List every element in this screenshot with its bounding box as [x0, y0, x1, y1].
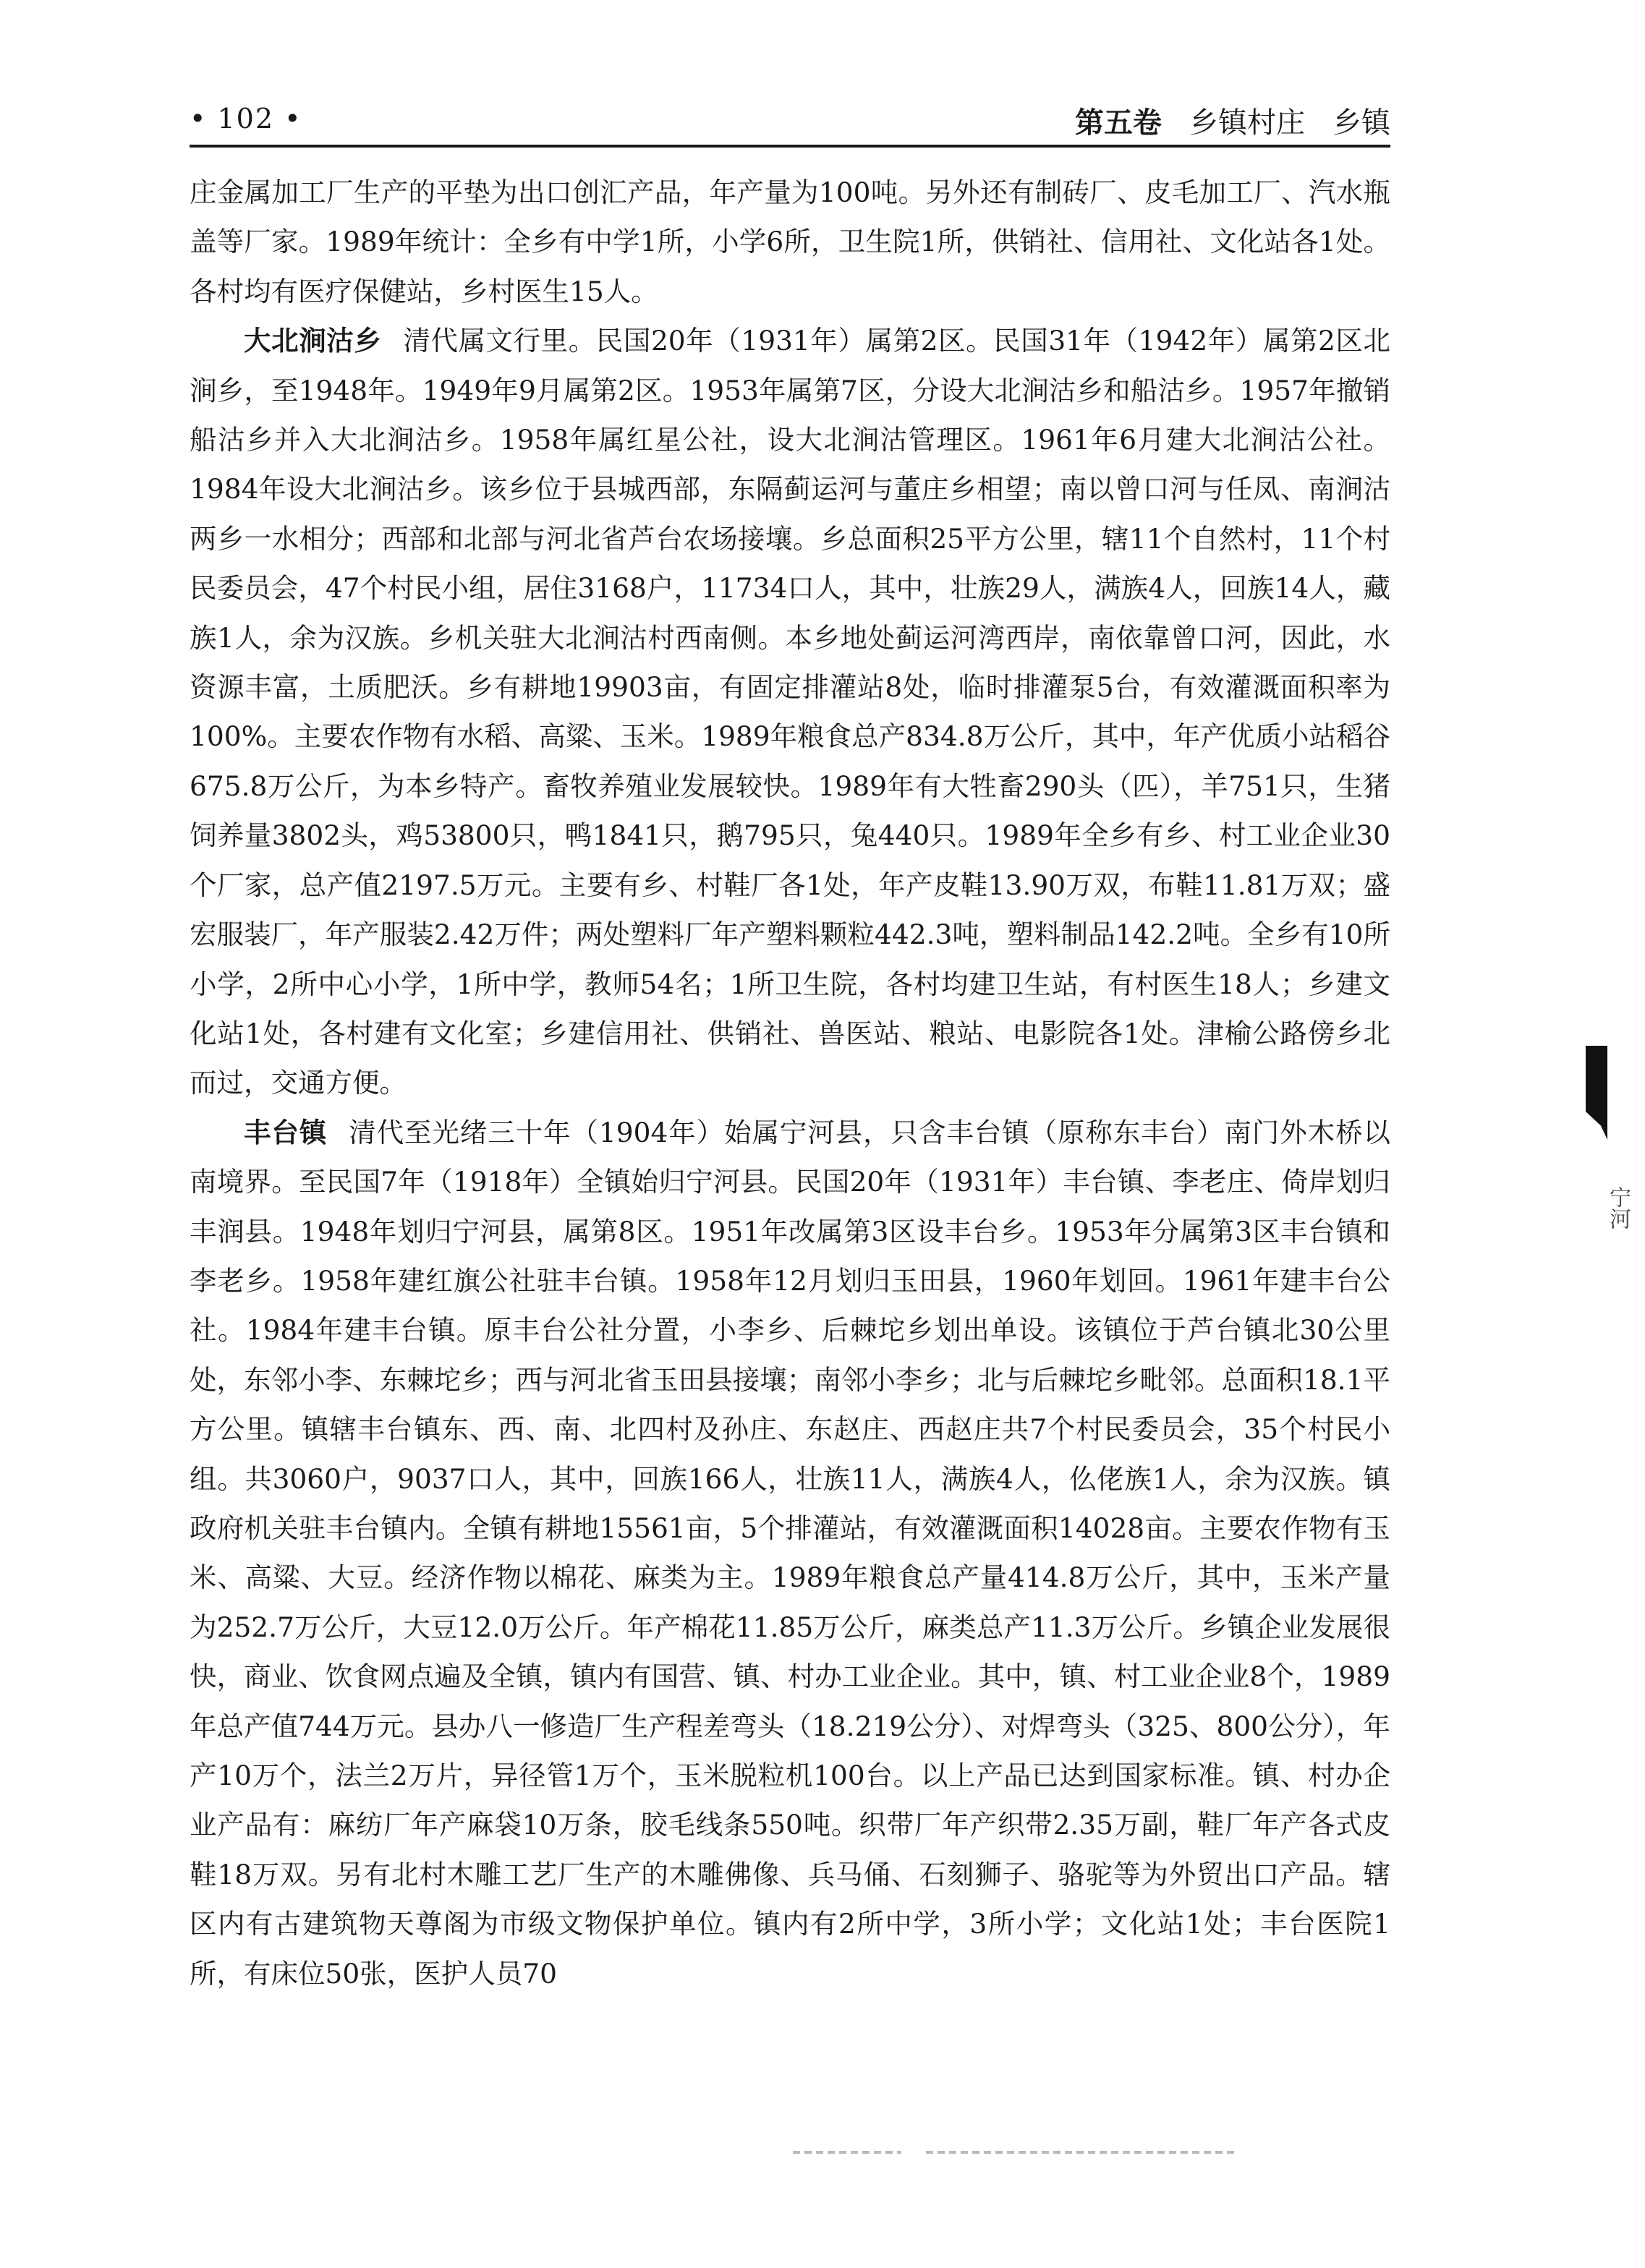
scan-artifact: [926, 2151, 1237, 2154]
scan-artifact: [793, 2151, 901, 2154]
header-title: [1075, 100, 1390, 141]
section-label: 乡镇: [1332, 106, 1390, 140]
entry-dabeijiangu: [190, 316, 1390, 1108]
page-number: • 102 •: [190, 103, 302, 135]
entry-heading: 大北涧沽乡: [244, 325, 382, 357]
chapter-label: 乡镇村庄: [1189, 106, 1305, 140]
continuation-paragraph: 庄金属加工厂生产的平垫为出口创汇产品，年产量为100吨。另外还有制砖厂、皮毛加工厂、汽水瓶盖等厂家。1989年统计：全乡有中学1所，小学6所，卫生院1所，供销社、信用社、文化站各1处。各村均有医疗保健站，乡村医生15人。: [190, 176, 1390, 307]
entry-text: 清代属文行里。民国20年（1931年）属第2区。民国31年（1942年）属第2区北涧乡，至1948年。1949年9月属第2区。1953年属第7区，分设大北涧沽乡和船沽乡。1957年撤销船沽乡并入大北涧沽乡。1958年属红星公社，设大北涧沽管理区。1961年6月建大北涧沽公社。1984年设大北涧沽乡。该乡位于县城西部，东隔蓟运河与董庄乡相望；南以曾口河与任凤、南涧沽两乡一水相分；西部和北部与河北省芦台农场接壤。乡总面积25平方公里，辖11个自然村，11个村民委员会，47个村民小组，居住3168户，11734口人，其中，壮族29人，满族4人，回族14人，藏族1人，余为汉族。乡机关驻大北涧沽村西南侧。本乡地处蓟运河湾西岸，南依靠曾口河，因此，水资源丰富，土质肥沃。乡有耕地19903亩，有固定排灌站8处，临时排灌泵5台，有效灌溉面积率为100%。主要农作物有水稻、高粱、玉米。1989年粮食总产834.8万公斤，其中，年产优质小站稻谷675.8万公斤，为本乡特产。畜牧养殖业发展较快。1989年有大牲畜290头（匹），羊751只，生猪饲养量3802头，鸡53800只，鸭1841只，鹅795只，兔440只。1989年全乡有乡、村工业企业30个厂家，总产值2197.5万元。主要有乡、村鞋厂各1处，年产皮鞋13.90万双，布鞋11.81万双；盛宏服装厂，年产服装2.42万件；两处塑料厂年产塑料颗粒442.3吨，塑料制品142.2吨。全乡有10所小学，2所中心小学，1所中学，教师54名；1所卫生院，各村均建卫生站，有村医生18人；乡建文化站1处，各村建有文化室；乡建信用社、供销社、兽医站、粮站、电影院各1处。津榆公路傍乡北而过，交通方便。: [190, 325, 1390, 1099]
running-header: [190, 93, 1390, 145]
header-rule: [190, 145, 1390, 148]
thumb-index-tab: [1586, 1046, 1607, 1140]
entry-fengtai: [190, 1108, 1390, 1998]
entry-heading: 丰台镇: [244, 1116, 328, 1148]
entry-text: 清代至光绪三十年（1904年）始属宁河县，只含丰台镇（原称东丰台）南门外木桥以南境界。至民国7年（1918年）全镇始归宁河县。民国20年（1931年）丰台镇、李老庄、倚岸划归丰润县。1948年划归宁河县，属第8区。1951年改属第3区设丰台乡。1953年分属第3区丰台镇和李老乡。1958年建红旗公社驻丰台镇。1958年12月划归玉田县，1960年划回。1961年建丰台公社。1984年建丰台镇。原丰台公社分置，小李乡、后棘坨乡划出单设。该镇位于芦台镇北30公里处，东邻小李、东棘坨乡；西与河北省玉田县接壤；南邻小李乡；北与后棘坨乡毗邻。总面积18.1平方公里。镇辖丰台镇东、西、南、北四村及孙庄、东赵庄、西赵庄共7个村民委员会，35个村民小组。共3060户，9037口人，其中，回族166人，壮族11人，满族4人，仫佬族1人，余为汉族。镇政府机关驻丰台镇内。全镇有耕地15561亩，5个排灌站，有效灌溉面积14028亩。主要农作物有玉米、高粱、大豆。经济作物以棉花、麻类为主。1989年粮食总产量414.8万公斤，其中，玉米产量为252.7万公斤，大豆12.0万公斤。年产棉花11.85万公斤，麻类总产11.3万公斤。乡镇企业发展很快，商业、饮食网点遍及全镇，镇内有国营、镇、村办工业企业。其中，镇、村工业企业8个，1989年总产值744万元。县办八一修造厂生产程差弯头（18.219公分）、对焊弯头（325、800公分），年产10万个，法兰2万片，异径管1万个，玉米脱粒机100台。以上产品已达到国家标准。镇、村办企业产品有：麻纺厂年产麻袋10万条，胶毛线条550吨。织带厂年产织带2.35万副，鞋厂年产各式皮鞋18万双。另有北村木雕工艺厂生产的木雕佛像、兵马俑、石刻狮子、骆驼等为外贸出口产品。辖区内有古建筑物天尊阁为市级文物保护单位。镇内有2所中学，3所小学；文化站1处；丰台医院1所，有床位50张，医护人员70: [190, 1116, 1390, 1990]
body-text: [190, 168, 1390, 1998]
margin-note: 宁河: [1605, 1186, 1631, 1229]
volume-label: 第五卷: [1075, 106, 1162, 140]
